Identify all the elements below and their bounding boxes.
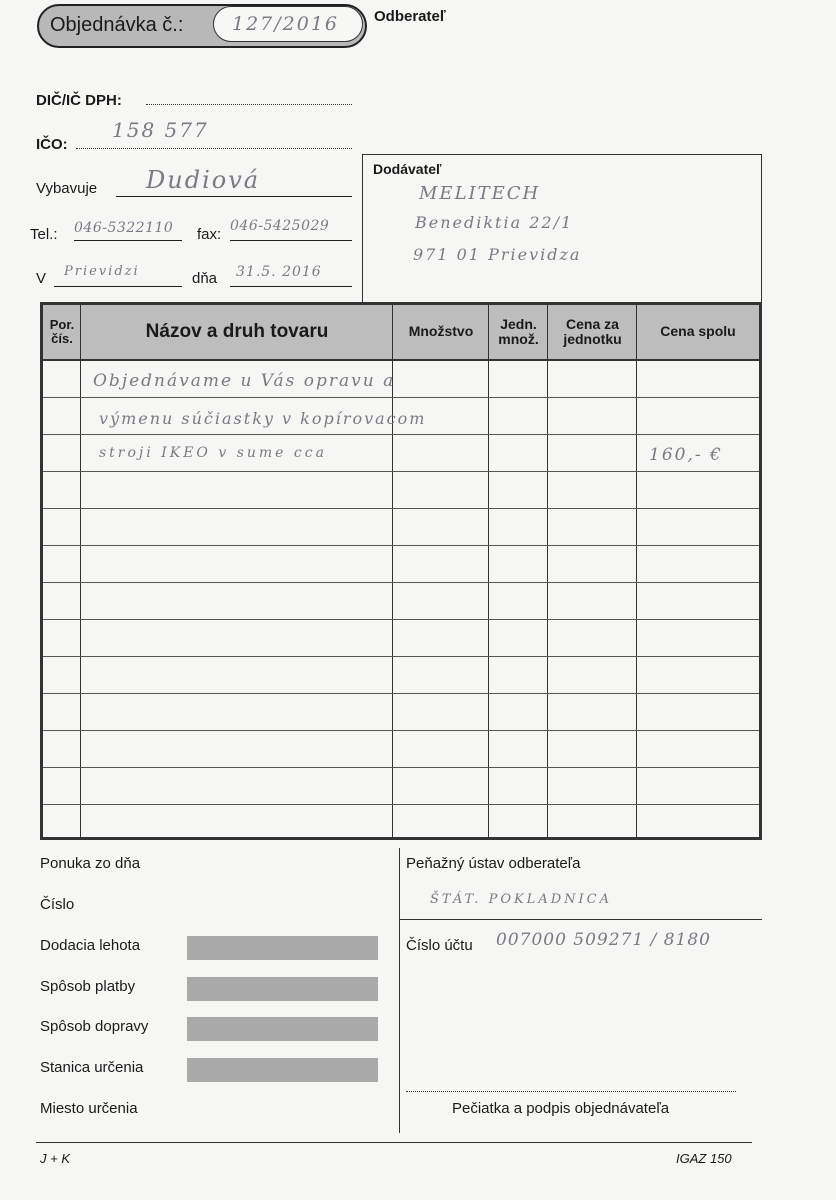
- footer-left: J + K: [40, 1151, 70, 1166]
- order-number-value[interactable]: 127/2016: [232, 13, 340, 35]
- col-divider: [547, 305, 548, 837]
- handled-by-line[interactable]: [116, 196, 352, 197]
- date-line[interactable]: [230, 286, 352, 287]
- col-header-total: Cena spolu: [660, 323, 736, 340]
- row-divider: [43, 582, 759, 583]
- supplier-name[interactable]: MELITECH: [419, 183, 541, 204]
- place-label: V: [36, 270, 47, 287]
- row-divider: [43, 656, 759, 657]
- supplier-label: Dodávateľ: [373, 161, 442, 177]
- table-row-3-total[interactable]: 160,- €: [649, 445, 723, 465]
- col-header-unit: Jedn. množ.: [498, 315, 539, 347]
- col-header-unit-price: Cena za jednotku: [563, 315, 622, 347]
- payment-label: Spôsob platby: [40, 978, 136, 995]
- ico-label: IČO:: [36, 136, 68, 153]
- date-value: 31.5. 2016: [236, 264, 322, 280]
- col-divider: [80, 305, 81, 837]
- table-row-2-name[interactable]: výmenu súčiastky v kopírovacom: [99, 409, 427, 428]
- order-number-box: [213, 6, 363, 42]
- date-label: dňa: [192, 270, 218, 287]
- fax-value: 046-5425029: [230, 218, 330, 234]
- transport-label: Spôsob dopravy: [40, 1018, 149, 1035]
- items-table: [40, 302, 762, 840]
- station-field[interactable]: [187, 1058, 378, 1082]
- customer-label: Odberateľ: [374, 8, 446, 25]
- row-divider: [43, 434, 759, 435]
- place-value: Prievidzi: [64, 264, 140, 279]
- signature-line[interactable]: [406, 1091, 736, 1092]
- bottom-divider: [399, 848, 400, 1133]
- dic-line[interactable]: [146, 104, 352, 105]
- ico-value: 158 577: [112, 118, 209, 142]
- row-divider: [43, 730, 759, 731]
- station-label: Stanica určenia: [40, 1059, 144, 1076]
- delivery-term-label: Dodacia lehota: [40, 937, 141, 954]
- footer-rule: [36, 1142, 752, 1143]
- number-label: Číslo: [40, 896, 75, 913]
- col-header-name: Názov a druh tovaru: [145, 320, 329, 342]
- row-divider: [43, 804, 759, 805]
- bank-label: Peňažný ústav odberateľa: [406, 855, 581, 872]
- table-row-1-name[interactable]: Objednávame u Vás opravu a: [93, 371, 396, 391]
- signature-label: Pečiatka a podpis objednávateľa: [452, 1100, 670, 1117]
- handled-by-value: Dudiová: [146, 166, 261, 194]
- dic-label: DIČ/IČ DPH:: [36, 92, 122, 109]
- offer-date-label: Ponuka zo dňa: [40, 855, 141, 872]
- row-divider: [43, 471, 759, 472]
- tel-label: Tel.:: [30, 226, 58, 243]
- account-label: Číslo účtu: [406, 937, 473, 954]
- tel-value: 046-5322110: [74, 220, 174, 236]
- row-divider: [43, 767, 759, 768]
- place-line[interactable]: [54, 286, 182, 287]
- ico-line[interactable]: [76, 148, 352, 149]
- bank-value[interactable]: ŠTÁT. POKLADNICA: [430, 892, 612, 907]
- col-header-no: Por. čís.: [49, 316, 75, 346]
- row-divider: [43, 693, 759, 694]
- row-divider: [43, 508, 759, 509]
- fax-line[interactable]: [230, 240, 352, 241]
- col-divider: [488, 305, 489, 837]
- account-value[interactable]: 007000 509271 / 8180: [496, 930, 711, 950]
- row-divider: [43, 619, 759, 620]
- order-label: Objednávka č.:: [50, 14, 184, 36]
- payment-field[interactable]: [187, 977, 378, 1001]
- footer-right: IGAZ 150: [676, 1151, 732, 1166]
- supplier-street[interactable]: Benediktia 22/1: [415, 213, 574, 232]
- col-header-qty: Množstvo: [408, 323, 474, 340]
- fax-label: fax:: [197, 226, 222, 243]
- delivery-term-field[interactable]: [187, 936, 378, 960]
- row-divider: [43, 397, 759, 398]
- bank-underline: [400, 919, 762, 920]
- tel-line[interactable]: [74, 240, 182, 241]
- destination-label: Miesto určenia: [40, 1100, 138, 1117]
- supplier-city[interactable]: 971 01 Prievidza: [413, 245, 582, 264]
- table-row-3-name[interactable]: stroji IKEO v sume cca: [99, 445, 327, 461]
- handled-by-label: Vybavuje: [36, 180, 98, 197]
- col-divider: [636, 305, 637, 837]
- supplier-box: [362, 154, 762, 302]
- transport-field[interactable]: [187, 1017, 378, 1041]
- row-divider: [43, 545, 759, 546]
